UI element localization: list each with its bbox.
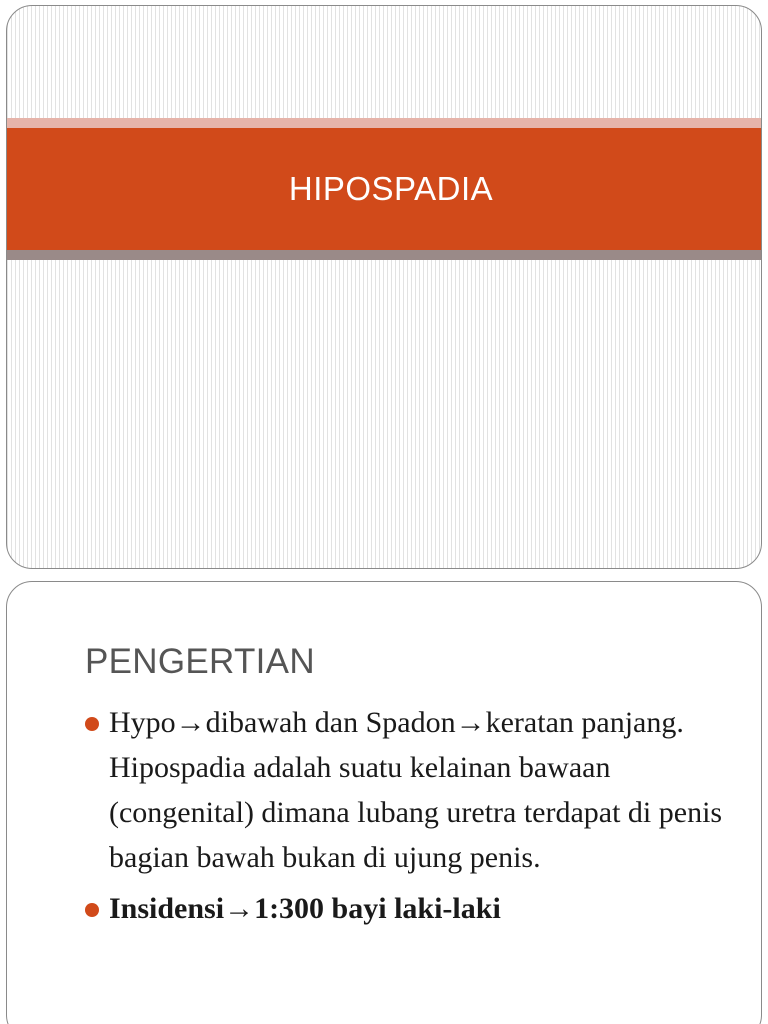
bullet-item-incidence [85,886,725,931]
title-band [7,128,761,250]
bullet-list [85,700,725,931]
content-slide [6,581,762,1024]
bullet-dot-icon [85,903,99,917]
title-band-bottom-accent [7,250,761,260]
bullet-text-incidence: Insidensi→1:300 bayi laki-laki [109,892,501,925]
bullet-dot-icon [85,717,99,731]
bullet-text-definition: Hypo→dibawah dan Spadon→keratan panjang. Hipospadia adalah suatu kelainan bawaan (congenital) dimana lubang uretra terdapat di penis bagian bawah bukan di ujung penis. [109,706,723,874]
title-band-top-accent [7,118,761,128]
slide-title: HIPOSPADIA [288,170,494,207]
slide-heading: PENGERTIAN [85,642,315,681]
bullet-item-definition [85,700,725,880]
title-slide [6,5,762,569]
